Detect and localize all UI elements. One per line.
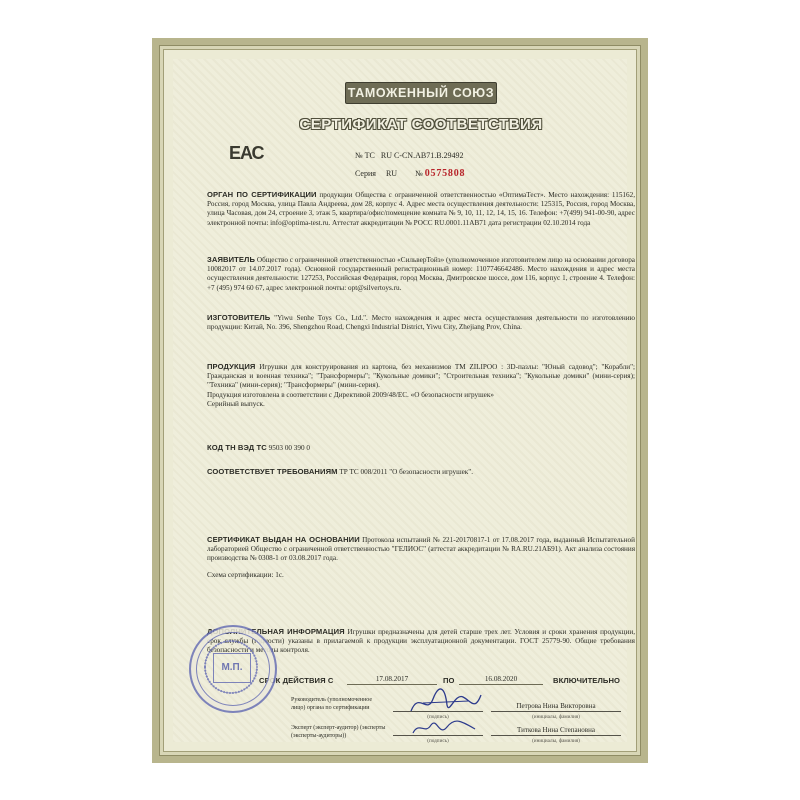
validity-from: 17.08.2017 (347, 675, 437, 685)
certificate-body (173, 59, 635, 744)
certification-scheme: Схема сертификации: 1с. (207, 570, 284, 579)
conformity-value: ТР ТС 008/2011 "О безопасности игрушек". (339, 468, 474, 476)
seal-mark: М.П. (213, 653, 251, 683)
head-name-line (491, 711, 621, 712)
applicant-text: Общество с ограниченной ответственностью «СильверТойз» (уполномоченное изготовителем лицо на основании договора 10082017 от 14.07.2017 года). Основной государственный регистрационный номер: 1107746642486. Место нахождения и адрес места осуществления деятельности: 127253, Российская Федерация, город Москва, Дмитровское шоссе, дом 116, корпус 1, строение 4. Телефон: +7 (495) 974 60 67, адрес электронной почты: opt@silvertoys.ru. (207, 256, 635, 292)
applicant-section (207, 255, 635, 293)
organ-label: ОРГАН ПО СЕРТИФИКАЦИИ (207, 190, 317, 199)
validity-to-label: ПО (443, 676, 455, 685)
manufacturer-label: ИЗГОТОВИТЕЛЬ (207, 313, 271, 322)
product-section (207, 362, 635, 409)
eac-logo: ЕАС (229, 143, 264, 163)
validity-to: 16.08.2020 (459, 675, 543, 685)
additional-label: ДОПОЛНИТЕЛЬНАЯ ИНФОРМАЦИЯ (207, 627, 345, 636)
additional-text: Игрушки предназначены для детей старше трех лет. Условия и сроки хранения продукции, срок службы (годности) указаны в прилагаемой к продукции эксплуатационной документации. ГОСТ 25779-90. Общие требования безопасности и методы контроля. (207, 628, 635, 655)
expert-name: Титкова Нина Степановна (517, 726, 595, 734)
basis-label: СЕРТИФИКАТ ВЫДАН НА ОСНОВАНИИ (207, 535, 360, 544)
organ-text: продукции Общества с ограниченной ответственностью «ОптимаТест». Место нахождения: 115162, Россия, город Москва, улица Павла Андреева, дом 28, корпус 4. Адрес места осуществления деятельности: 125315, Россия, город Москва, улица Часовая, дом 24, строение 3, этаж 5, квартира/офис/помещение комната № 9, 10, 11, 12, 14, 15, 16. Телефон: +7(499) 941-00-90, адрес электронной почты: info@optima-test.ru. Аттестат аккредитации № РОСС RU.0001.11АВ71 дата регистрации 02.10.2014 года (207, 191, 635, 227)
series-code: RU (385, 169, 398, 178)
organ-section (207, 190, 635, 228)
customs-union-banner: ТАМОЖЕННЫЙ СОЮЗ (345, 82, 497, 104)
basis-text: Протокола испытаний № 221-20170817-1 от 17.08.2017 года, выданный Испытательной лабораторией Общество с ограниченной ответственностью "ГЕЛИОС" (аттестат аккредитации № RA.RU.21АБ91). Акт анализа состояния производства № 0308-1 от 03.08.2017 года. (207, 536, 635, 563)
product-serial: Серийный выпуск. (207, 399, 265, 408)
certificate-page (152, 38, 648, 763)
manufacturer-section (207, 313, 635, 332)
applicant-label: ЗАЯВИТЕЛЬ (207, 255, 256, 264)
tnved-value: 9503 00 390 0 (268, 444, 310, 452)
tnved-section (207, 443, 635, 453)
product-directive: Продукция изготовлена в соответствии с Директивой 2009/48/ЕС. «О безопасности игрушек» (207, 390, 494, 399)
certificate-number (355, 151, 595, 160)
validity-inclusive: ВКЛЮЧИТЕЛЬНО (553, 676, 621, 685)
validity-label: СРОК ДЕЙСТВИЯ С (259, 676, 334, 685)
head-sign-caption: (подпись) (427, 714, 449, 720)
series-line (355, 168, 595, 179)
expert-handwritten-signature (409, 717, 479, 739)
certification-seal (189, 625, 277, 713)
conformity-section (207, 467, 635, 477)
conformity-label: СООТВЕТСТВУЕТ ТРЕБОВАНИЯМ (207, 467, 338, 476)
expert-sign-caption: (подпись) (427, 738, 449, 744)
series-number: 0575808 (424, 168, 466, 179)
head-initials-caption: (инициалы, фамилия) (532, 714, 580, 720)
manufacturer-text: "Yiwu Senhe Toys Co., Ltd.". Место нахождения и адрес места осуществления деятельности по изготовлению продукции: Китай, No. 396, Shengzhou Road, Chengxi Industrial District, Yiwu City, Zhejiang Prov, China. (207, 314, 635, 332)
product-text: Игрушки для конструирования из картона, без механизмов ТМ ZILIPOO : 3D-пазлы: "Юный садовод"; "Корабли"; Гражданская и военная техника"; "Трансформеры"; "Кукольные домики"; "Строительная техника"; "Кукольные домики" (мини-серия); "Техника" (мини-серия); "Трансформеры" (мини-серия). (207, 363, 635, 390)
head-name: Петрова Нина Викторовна (516, 702, 596, 710)
head-handwritten-signature (405, 685, 485, 719)
product-label: ПРОДУКЦИЯ (207, 362, 256, 371)
expert-name-line (491, 735, 621, 736)
series-no-sign: № (415, 169, 423, 178)
tnved-label: КОД ТН ВЭД ТС (207, 443, 267, 452)
series-label: Серия (355, 169, 376, 178)
expert-role: Эксперт (эксперт-аудитор) (эксперты (эксперты-аудиторы)) (291, 725, 386, 739)
head-role: Руководитель (уполномоченное лицо) органа по сертификации (291, 697, 373, 711)
number-label: № ТС (355, 151, 375, 160)
number-value: RU C-CN.АВ71.В.29492 (380, 151, 464, 160)
certificate-title: СЕРТИФИКАТ СООТВЕТСТВИЯ (299, 116, 543, 133)
expert-initials-caption: (инициалы, фамилия) (532, 738, 580, 744)
basis-section (207, 535, 635, 580)
